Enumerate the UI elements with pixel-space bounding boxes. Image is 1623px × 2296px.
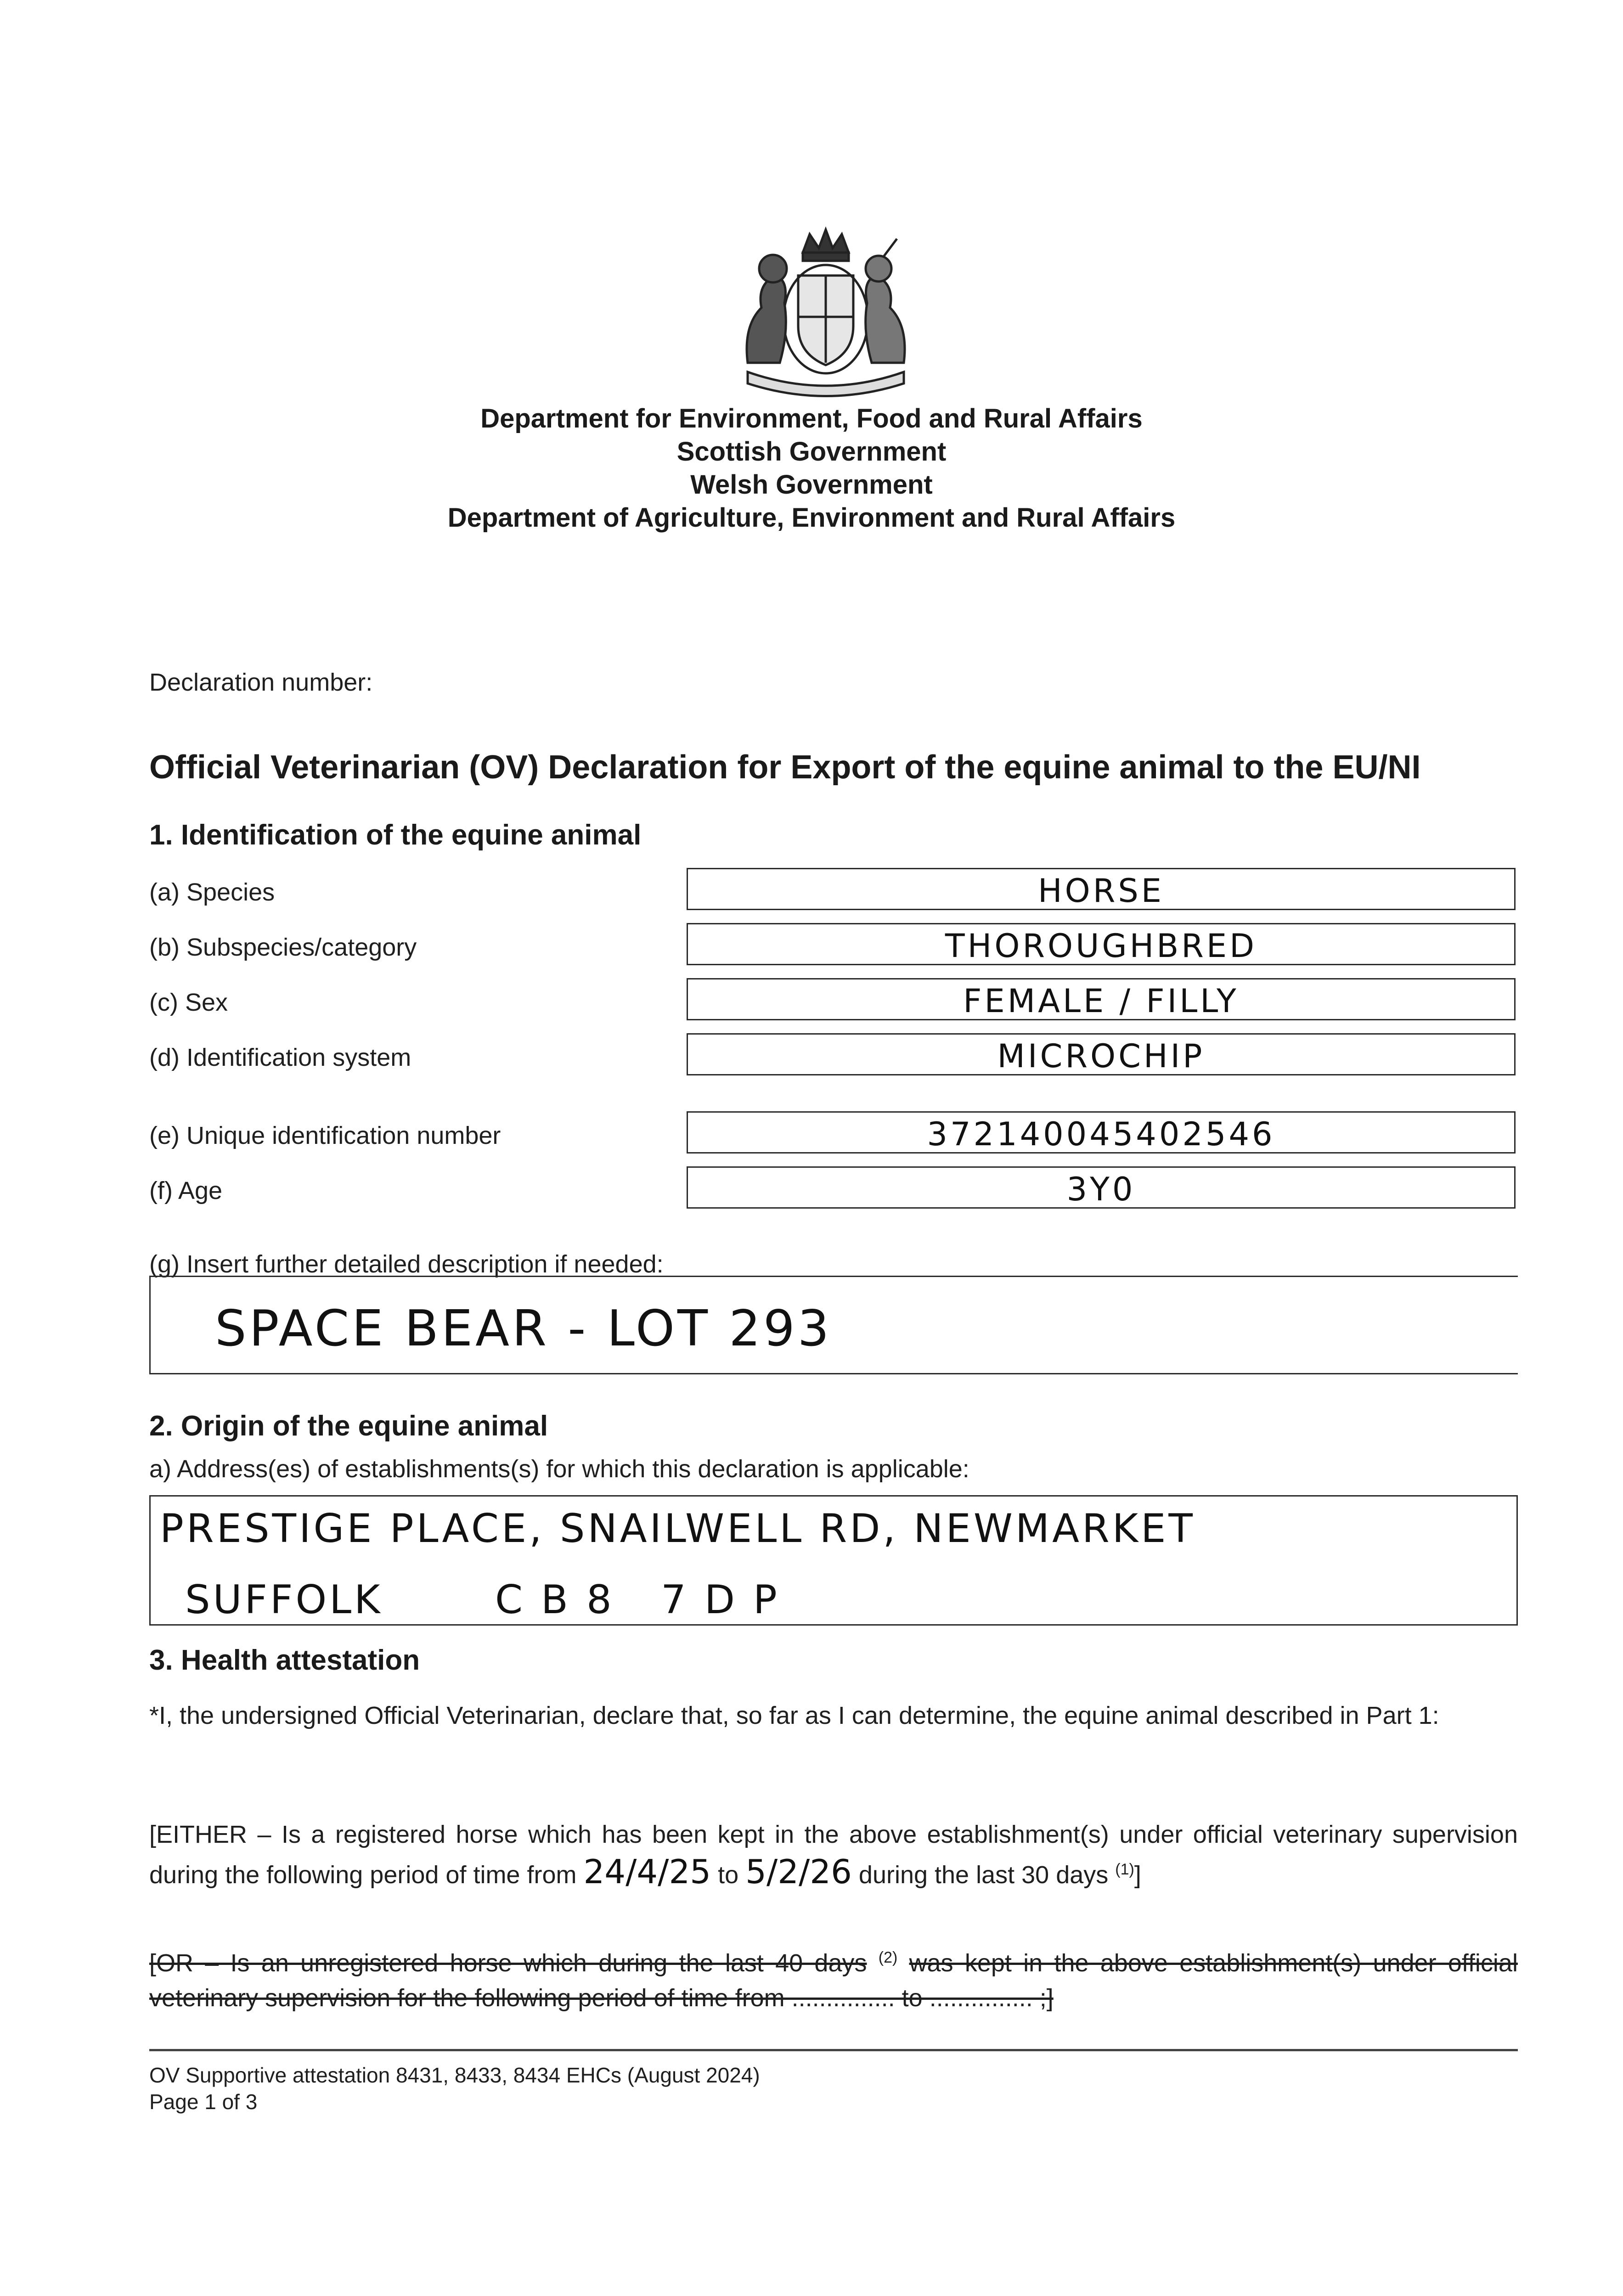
either-to-word: to <box>718 1861 739 1889</box>
either-from-date: 24/4/25 <box>583 1852 711 1891</box>
address-field[interactable] <box>149 1495 1518 1626</box>
footer <box>149 2062 760 2115</box>
either-clause <box>149 1817 1518 1892</box>
identification-system-field[interactable] <box>687 1033 1516 1075</box>
age-value: 3Y0 <box>1066 1171 1136 1208</box>
further-description-field[interactable] <box>149 1276 1518 1374</box>
or-clause <box>149 1940 1518 2015</box>
sex-value: FEMALE / FILLY <box>963 982 1239 1020</box>
section-3-heading: 3. Health attestation <box>149 1644 420 1676</box>
subspecies-value: THOROUGHBRED <box>945 927 1257 965</box>
dept-welsh-government: Welsh Government <box>690 470 933 500</box>
either-clause-end: during the last 30 days <box>858 1861 1109 1889</box>
subspecies-field[interactable] <box>687 923 1516 965</box>
age-field[interactable] <box>687 1166 1516 1209</box>
sex-label: (c) Sex <box>149 989 228 1016</box>
address-label: a) Address(es) of establishments(s) for which this declaration is applicable: <box>149 1455 969 1483</box>
dept-daera: Department of Agriculture, Environment and Rural Affairs <box>447 503 1176 533</box>
declaration-number-label: Declaration number: <box>149 669 373 696</box>
footer-divider <box>149 2049 1518 2051</box>
either-footnote: (1) <box>1115 1861 1134 1878</box>
age-label: (f) Age <box>149 1177 223 1204</box>
health-attestation-intro: *I, the undersigned Official Veterinarian, declare that, so far as I can determine, the equine animal described in Part 1: <box>149 1702 1439 1729</box>
or-footnote: (2) <box>878 1949 898 1966</box>
address-postcode: CB8 7DP <box>495 1577 795 1623</box>
either-close: ] <box>1134 1861 1141 1889</box>
dept-scottish-government: Scottish Government <box>676 437 947 467</box>
further-description-value: SPACE BEAR - LOT 293 <box>215 1300 832 1357</box>
uid-field[interactable] <box>687 1111 1516 1154</box>
sex-field[interactable] <box>687 978 1516 1020</box>
either-to-date: 5/2/26 <box>745 1852 852 1891</box>
royal-coat-of-arms-icon <box>729 225 922 400</box>
footer-attestation-ref: OV Supportive attestation 8431, 8433, 8434 EHCs (August 2024) <box>149 2063 760 2087</box>
address-line-2: SUFFOLK <box>185 1577 383 1623</box>
section-1-heading: 1. Identification of the equine animal <box>149 819 642 851</box>
or-clause-text-2: was kept in the above establishment(s) under official veterinary supervision for the following period of time from ............... to ............... ;] <box>149 1949 1518 2012</box>
uid-value: 372140045402546 <box>927 1115 1275 1153</box>
either-clause-text: [EITHER – Is a registered horse which has been kept in the above establishment(s) under official veterinary supervision during the following period of time from <box>149 1821 1518 1889</box>
subspecies-label: (b) Subspecies/category <box>149 934 417 961</box>
footer-page-number: Page 1 of 3 <box>149 2090 258 2114</box>
species-field[interactable] <box>687 868 1516 910</box>
further-description-label: (g) Insert further detailed description if needed: <box>149 1250 664 1278</box>
section-2-heading: 2. Origin of the equine animal <box>149 1410 548 1442</box>
dept-defra: Department for Environment, Food and Rural Affairs <box>480 404 1143 433</box>
identification-system-label: (d) Identification system <box>149 1044 411 1071</box>
species-label: (a) Species <box>149 878 275 906</box>
species-value: HORSE <box>1037 872 1165 910</box>
address-line-1: PRESTIGE PLACE, SNAILWELL RD, NEWMARKET <box>160 1506 1195 1552</box>
or-clause-text: [OR – Is an unregistered horse which during the last 40 days <box>149 1949 867 1977</box>
uid-label: (e) Unique identification number <box>149 1122 501 1149</box>
identification-system-value: MICROCHIP <box>997 1037 1205 1075</box>
page-title: Official Veterinarian (OV) Declaration for Export of the equine animal to the EU/NI <box>149 749 1421 786</box>
